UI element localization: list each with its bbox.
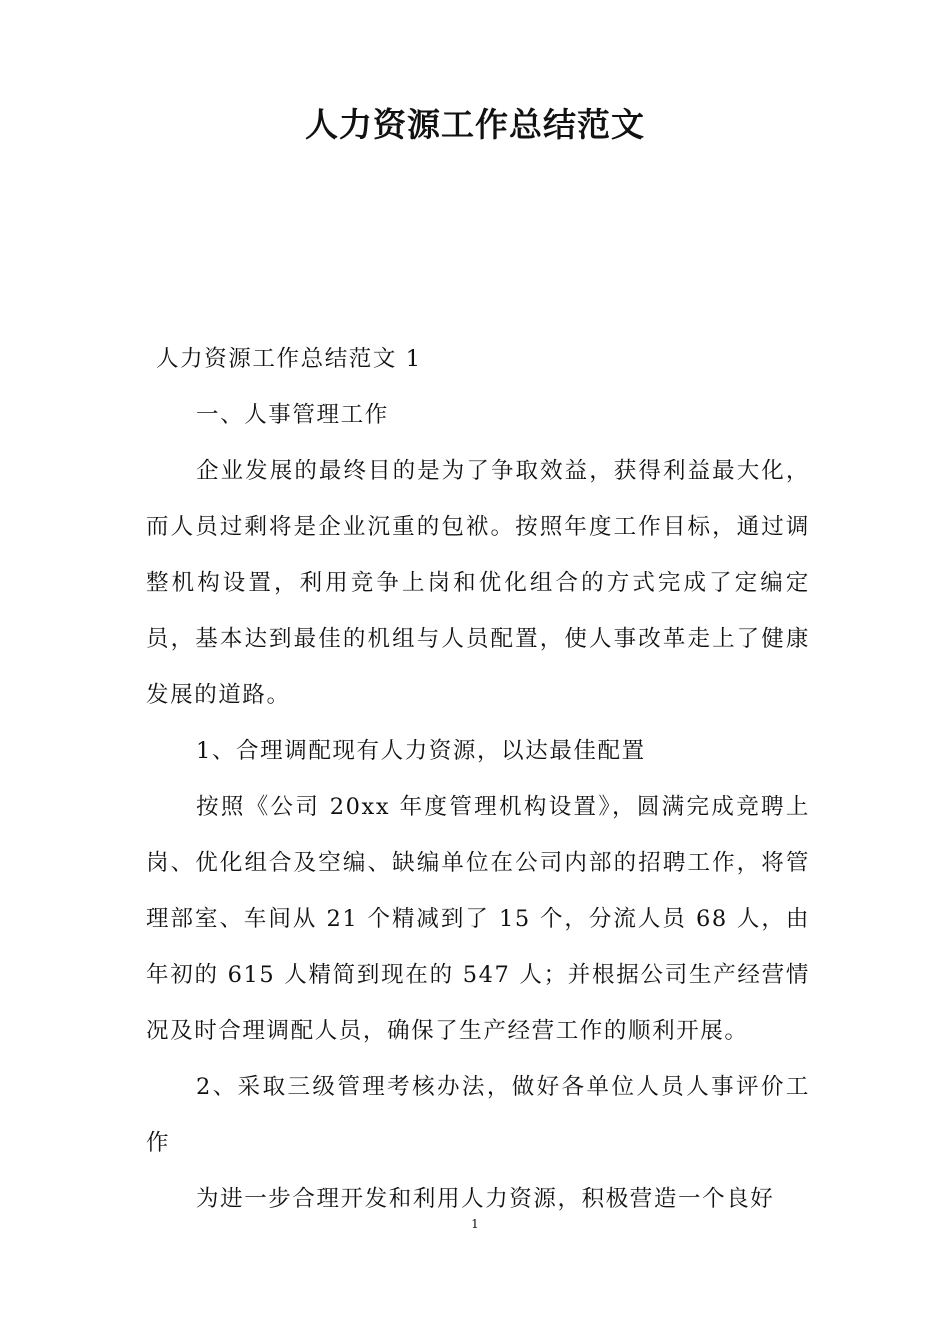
page-number: 1 xyxy=(471,1217,479,1231)
subsection-heading: 一、人事管理工作 xyxy=(196,402,389,428)
body-paragraph: 为进一步合理开发和利用人力资源，积极营造一个良好 xyxy=(196,1186,775,1212)
body-paragraph: 按照《公司 20xx 年度管理机构设置》，圆满完成竞聘上岗、优化组合及空编、缺编单位在公司内部的招聘工作，将管理部室、车间从 21 个精减到了 15 个，分流人员 68 人，由年初的 615 人精简到现在的 547 人；并根据公司生产经营情况及时合理调配人员，确保了生产经营工作的顺利开展。 xyxy=(146,794,810,1044)
item-heading: 2、采取三级管理考核办法，做好各单位人员人事评价工作 xyxy=(146,1074,810,1156)
item-heading: 1、合理调配现有人力资源，以达最佳配置 xyxy=(196,738,646,764)
document-title: 人力资源工作总结范文 xyxy=(305,105,645,144)
document-body xyxy=(146,331,810,1227)
body-paragraph: 企业发展的最终目的是为了争取效益，获得利益最大化，而人员过剩将是企业沉重的包袱。按照年度工作目标，通过调整机构设置，利用竞争上岗和优化组合的方式完成了定编定员，基本达到最佳的机组与人员配置，使人事改革走上了健康发展的道路。 xyxy=(146,458,810,708)
section-heading: 人力资源工作总结范文 1 xyxy=(156,346,422,372)
